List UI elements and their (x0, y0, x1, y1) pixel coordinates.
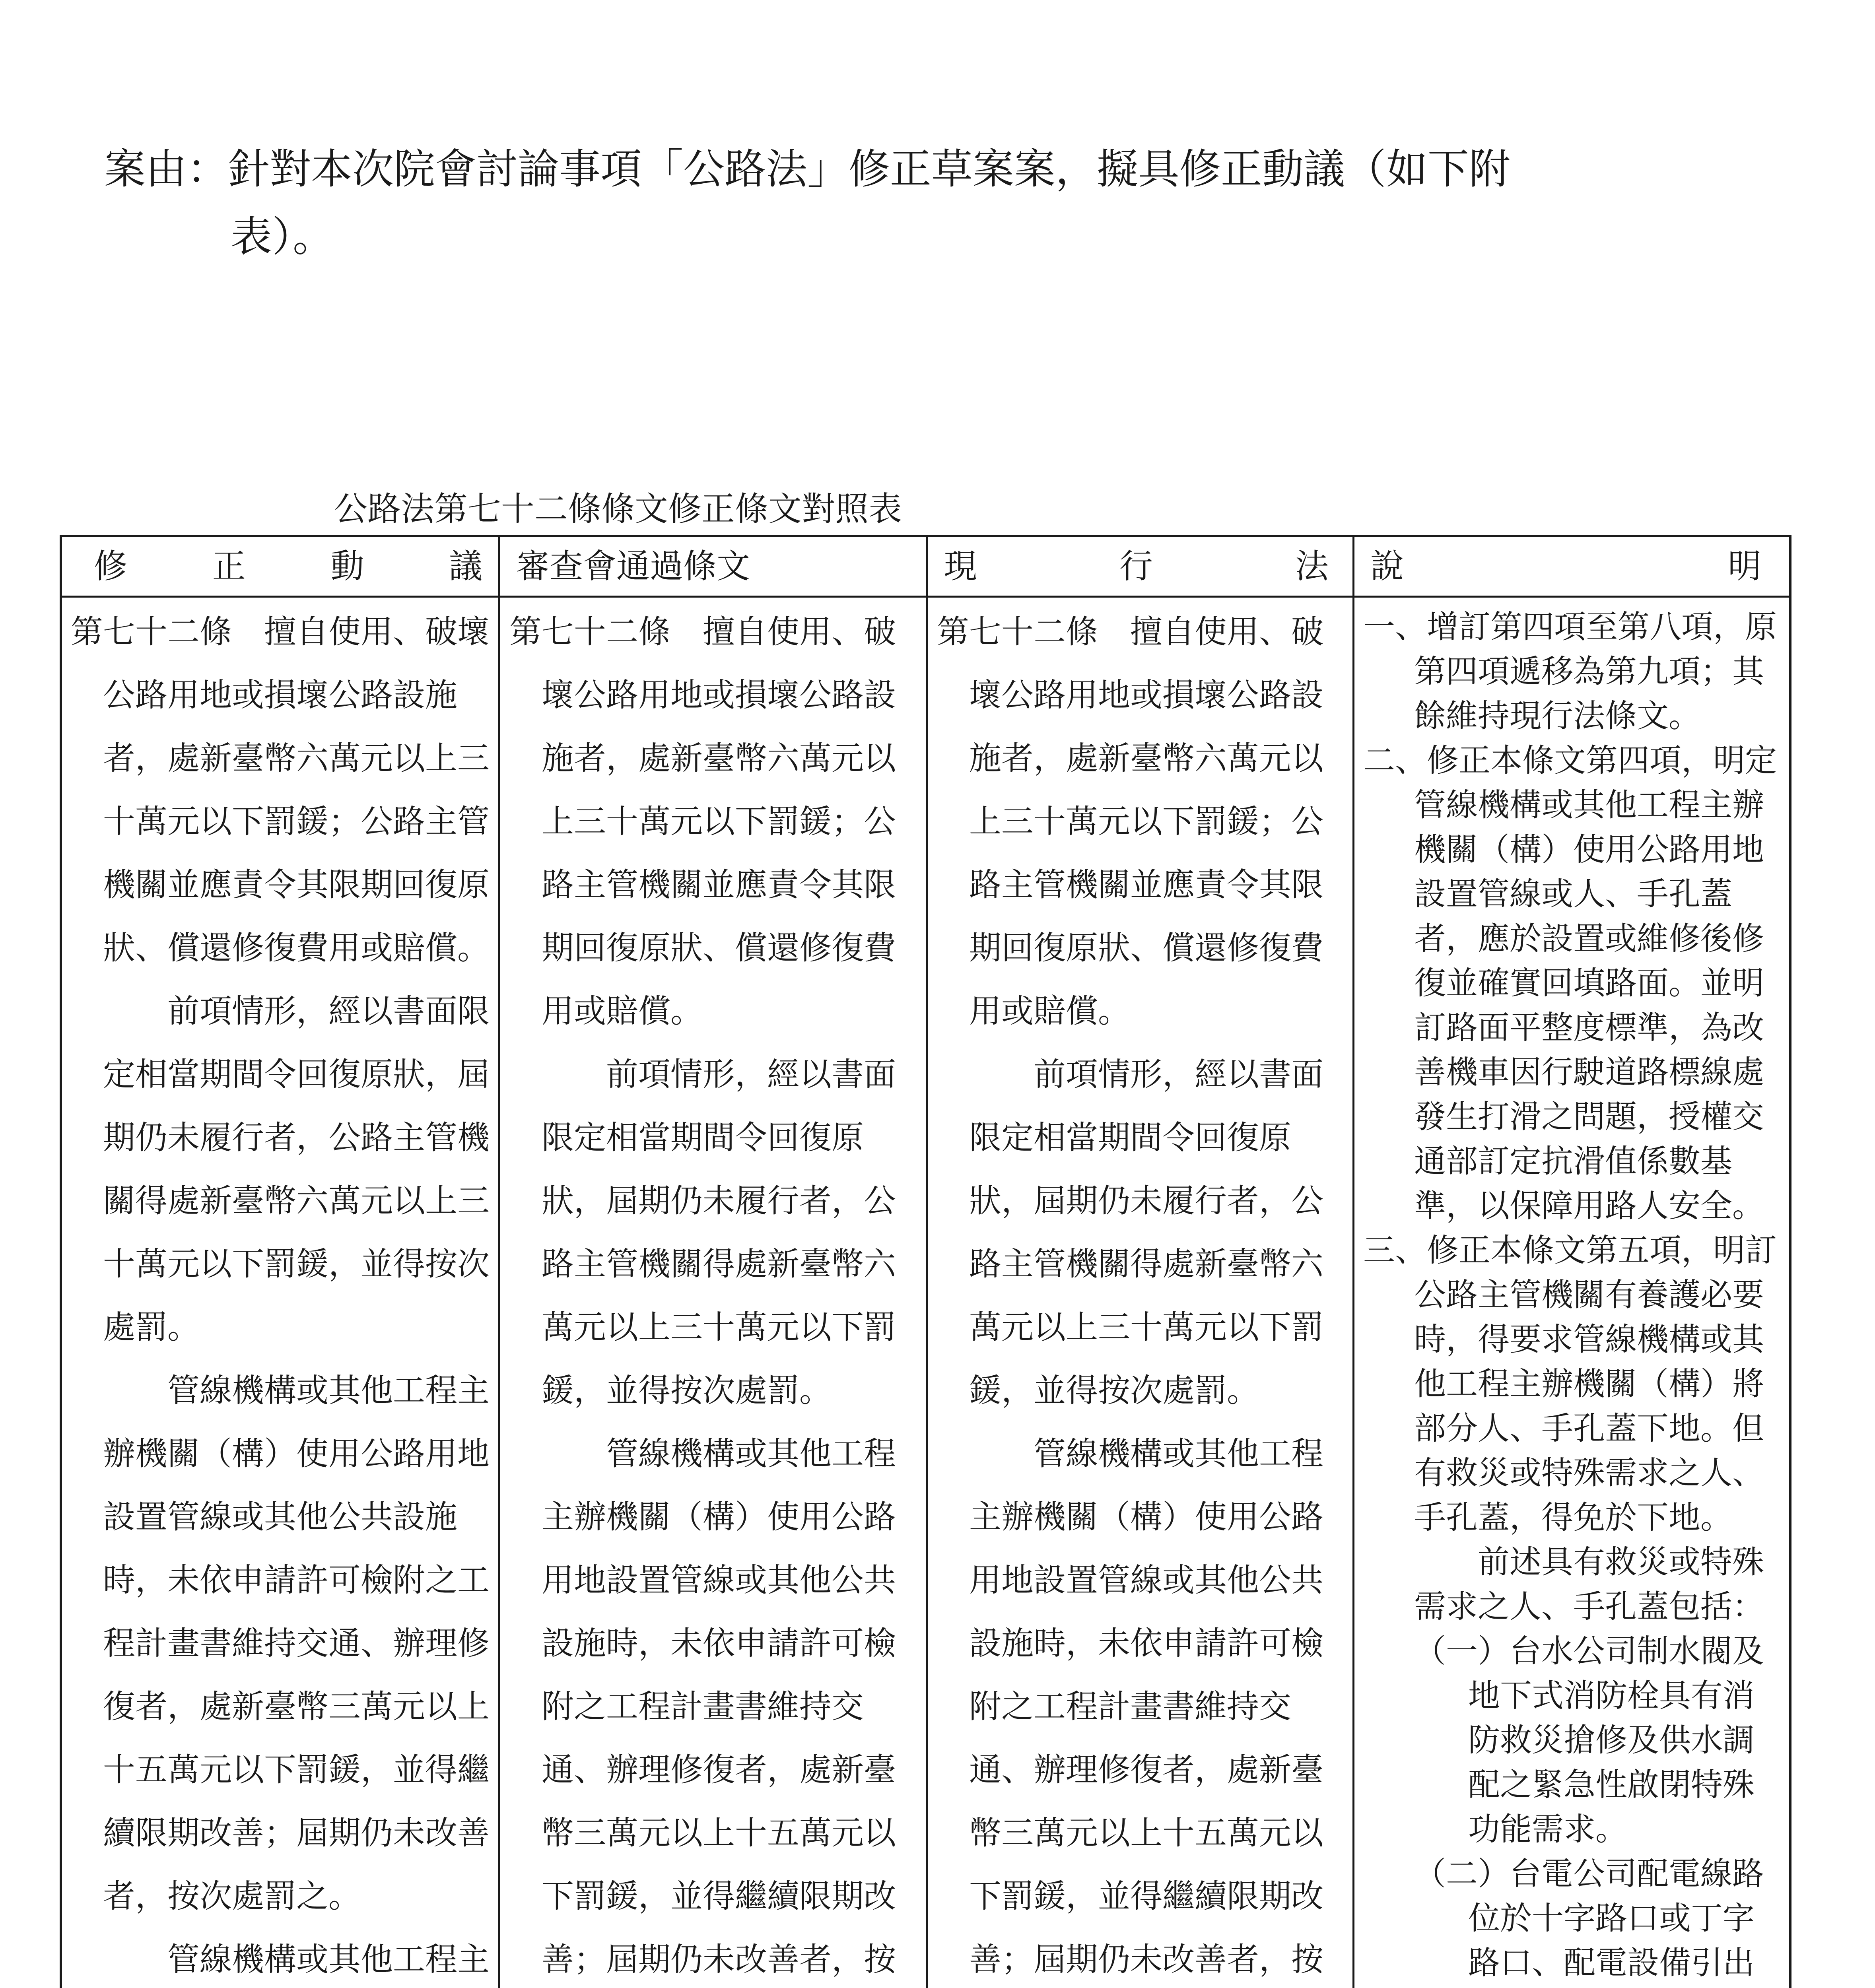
motion-article: 第七十二條 擅自使用、破壞公路用地或損壞公路設施者，處新臺幣六萬元以上三十萬元以下罰鍰；公路主管機關並應責令其限期回復原狀、償還修復費用或賠償。 (71, 613, 490, 967)
header-current-char: 現 (944, 547, 977, 586)
comparison-table (60, 535, 1791, 1988)
explanation-paragraph: 前述具有救災或特殊需求之人、手孔蓋包括： (1414, 1543, 1764, 1625)
header-explanation-char: 說 (1370, 547, 1404, 586)
explanation-subitem-1: （一）台水公司制水閥及地下式消防栓具有消防救災搶修及供水調配之緊急性啟閉特殊功能需求。 (1414, 1633, 1764, 1848)
case-summary (104, 135, 1755, 270)
header-current-char: 法 (1295, 547, 1329, 586)
committee-column (509, 601, 919, 1988)
explanation-subitem-2: （二）台電公司配電線路位於十字路口或丁字路口、配電設備引出 (1414, 1855, 1764, 1981)
header-current-char: 行 (1119, 547, 1153, 586)
header-motion-char: 議 (449, 547, 482, 586)
current-column (937, 601, 1347, 1988)
explanation-item-2: 二、修正本條文第四項，明定管線機構或其他工程主辦機關（構）使用公路用地設置管線或人、手孔蓋者，應於設置或維修後修復並確實回填路面。並明訂路面平整度標準，為改善機車因行駛道路標線處發生打滑之問題，授權交通部訂定抗滑值係數基準，以保障用路人安全。 (1363, 742, 1777, 1224)
header-explanation-char: 明 (1727, 547, 1761, 586)
motion-paragraph: 管線機構或其他工程主辦機關（構）使用公路用地設置管線或其他公共設施時，未依申請許可檢附之工程計畫書維持交通、辦理修復者，處新臺幣三萬元以上十五萬元以下罰鍰，並得繼續限期改善；屆期仍未改善者，按次處罰之。 (103, 1372, 490, 1915)
header-motion-char: 修 (94, 547, 128, 586)
current-paragraph: 管線機構或其他工程主辦機關（構）使用公路用地設置管線或其他公共設施時，未依申請許可檢附之工程計畫書維持交通、辦理修復者，處新臺幣三萬元以上十五萬元以下罰鍰，並得繼續限期改善；屆期仍未改善者，按 (969, 1435, 1324, 1978)
motion-paragraph: 前項情形，經以書面限定相當期間令回復原狀，屆期仍未履行者，公路主管機關得處新臺幣六萬元以上三十萬元以下罰鍰，並得按次處罰。 (103, 993, 490, 1346)
header-motion-char: 動 (330, 547, 364, 586)
header-explanation (1354, 537, 1789, 596)
explanation-item-1: 一、增訂第四項至第八項，原第四項遞移為第九項；其餘維持現行法條文。 (1363, 608, 1777, 734)
committee-paragraph: 管線機構或其他工程主辦機關（構）使用公路用地設置管線或其他公共設施時，未依申請許可檢附之工程計畫書維持交通、辦理修復者，處新臺幣三萬元以上十五萬元以下罰鍰，並得繼續限期改善；屆期仍未改善者，按 (542, 1435, 896, 1978)
header-current (928, 537, 1352, 596)
motion-paragraph: 管線機構或其他工程主 (167, 1941, 490, 1978)
column-divider (498, 537, 500, 1988)
case-line-1: 案由：針對本次院會討論事項「公路法」修正草案案，擬具修正動議（如下附 (104, 145, 1511, 193)
current-paragraph: 前項情形，經以書面限定相當期間令回復原狀，屆期仍未履行者，公路主管機關得處新臺幣六萬元以上三十萬元以下罰鍰，並得按次處罰。 (969, 1056, 1324, 1409)
header-motion-char: 正 (212, 547, 246, 586)
current-article: 第七十二條 擅自使用、破壞公路用地或損壞公路設施者，處新臺幣六萬元以上三十萬元以下罰鍰；公路主管機關並應責令其限期回復原狀、償還修復費用或賠償。 (937, 613, 1324, 1030)
header-motion (62, 537, 498, 596)
committee-article: 第七十二條 擅自使用、破壞公路用地或損壞公路設施者，處新臺幣六萬元以上三十萬元以下罰鍰；公路主管機關並應責令其限期回復原狀、償還修復費用或賠償。 (509, 613, 896, 1030)
explanation-item-3: 三、修正本條文第五項，明訂公路主管機關有養護必要時，得要求管線機構或其他工程主辦機關（構）將部分人、手孔蓋下地。但有救災或特殊需求之人、手孔蓋，得免於下地。 (1363, 1232, 1777, 1536)
explanation-column (1363, 605, 1785, 1988)
case-line-2: 表）。 (231, 212, 334, 261)
table-title: 公路法第七十二條條文修正條文對照表 (334, 489, 902, 528)
motion-column (71, 601, 492, 1988)
column-divider (1352, 537, 1354, 1988)
header-divider (62, 596, 1789, 598)
header-committee: 審查會通過條文 (516, 547, 750, 586)
committee-paragraph: 前項情形，經以書面限定相當期間令回復原狀，屆期仍未履行者，公路主管機關得處新臺幣六萬元以上三十萬元以下罰鍰，並得按次處罰。 (542, 1056, 896, 1409)
column-divider (926, 537, 928, 1988)
